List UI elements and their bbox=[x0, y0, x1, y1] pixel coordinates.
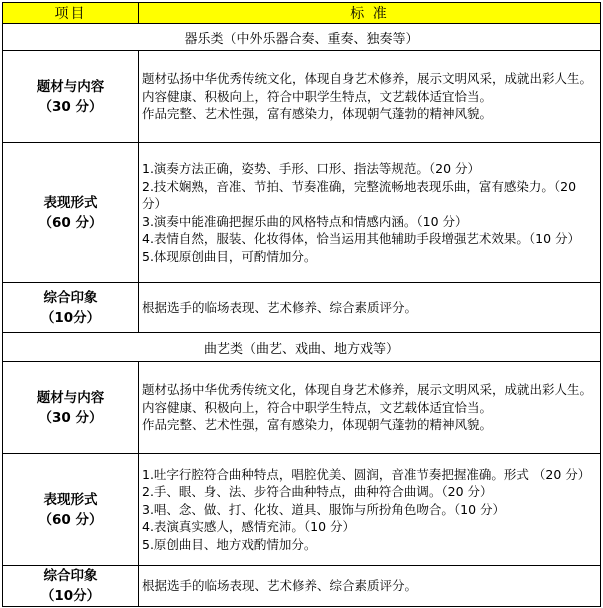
criteria-row bbox=[3, 362, 601, 454]
criteria-score: （30 分） bbox=[38, 98, 103, 115]
criteria-label-cell bbox=[3, 362, 139, 454]
header-item: 项目 bbox=[3, 3, 139, 24]
criteria-line: 4.表演真实感人，感情充沛。（10 分） bbox=[142, 519, 356, 535]
section-title: 曲艺类（曲艺、戏曲、地方戏等） bbox=[3, 333, 601, 362]
criteria-label: 综合印象 bbox=[43, 568, 98, 584]
criteria-label-cell bbox=[3, 143, 139, 283]
criteria-score: （10分） bbox=[40, 309, 101, 326]
criteria-line: 作品完整、艺术性强，富有感染力，体现朝气蓬勃的精神风貌。 bbox=[142, 106, 493, 122]
scoring-criteria-table bbox=[2, 2, 601, 607]
criteria-label: 题材与内容 bbox=[36, 78, 105, 95]
criteria-score: （30 分） bbox=[38, 409, 103, 426]
criteria-line: 题材弘扬中华优秀传统文化，体现自身艺术修养，展示文明风采，成就出彩人生。 bbox=[142, 71, 593, 87]
criteria-row bbox=[3, 283, 601, 333]
section-title: 器乐类（中外乐器合奏、重奏、独奏等） bbox=[3, 24, 601, 51]
criteria-line: 根据选手的临场表现、艺术修养、综合素质评分。 bbox=[142, 578, 418, 594]
criteria-score: （60 分） bbox=[38, 511, 103, 528]
criteria-content bbox=[139, 454, 601, 566]
criteria-score: （10分） bbox=[40, 588, 101, 604]
criteria-row bbox=[3, 143, 601, 283]
section-title-row bbox=[3, 24, 601, 51]
criteria-label: 表现形式 bbox=[43, 491, 98, 508]
criteria-row bbox=[3, 51, 601, 143]
criteria-label: 表现形式 bbox=[43, 194, 98, 211]
criteria-content bbox=[139, 566, 601, 607]
criteria-label: 题材与内容 bbox=[36, 389, 105, 406]
criteria-line: 1.吐字行腔符合曲种特点，唱腔优美、圆润，音准节奏把握准确。形式 （20 分） bbox=[142, 466, 591, 482]
criteria-line: 题材弘扬中华优秀传统文化，体现自身艺术修养，展示文明风采，成就出彩人生。 bbox=[142, 382, 593, 398]
criteria-line: 4.表情自然，服装、化妆得体，恰当运用其他辅助手段增强艺术效果。（10 分） bbox=[142, 231, 581, 246]
criteria-label-cell bbox=[3, 51, 139, 143]
criteria-line: 内容健康、积极向上，符合中职学生特点，文艺载体适宜恰当。 bbox=[142, 88, 493, 104]
criteria-line: 2.技术娴熟，音准、节拍、节奏准确，完整流畅地表现乐曲，富有感染力。（20 分） bbox=[142, 178, 577, 211]
criteria-content bbox=[139, 283, 601, 333]
header-standard: 标 准 bbox=[139, 3, 601, 24]
criteria-line: 3.唱、念、做、打、化妆、道具、服饰与所扮角色吻合。（10 分） bbox=[142, 501, 506, 517]
criteria-label-cell bbox=[3, 454, 139, 566]
criteria-row bbox=[3, 566, 601, 607]
criteria-content bbox=[139, 143, 601, 283]
criteria-content bbox=[139, 51, 601, 143]
criteria-row bbox=[3, 454, 601, 566]
criteria-label: 综合印象 bbox=[43, 289, 98, 306]
criteria-line: 作品完整、艺术性强，富有感染力，体现朝气蓬勃的精神风貌。 bbox=[142, 417, 493, 433]
criteria-line: 5.体现原创曲目，可酌情加分。 bbox=[142, 248, 317, 264]
criteria-label-cell bbox=[3, 566, 139, 607]
criteria-line: 3.演奏中能准确把握乐曲的风格特点和情感内涵。（10 分） bbox=[142, 213, 468, 229]
criteria-score: （60 分） bbox=[38, 214, 103, 231]
criteria-line: 1.演奏方法正确，姿势、手形、口形、指法等规范。（20 分） bbox=[142, 161, 481, 176]
criteria-label-cell bbox=[3, 283, 139, 333]
criteria-line: 内容健康、积极向上，符合中职学生特点，文艺载体适宜恰当。 bbox=[142, 399, 493, 415]
criteria-content bbox=[139, 362, 601, 454]
criteria-line: 2.手、眼、身、法、步符合曲种特点，曲种符合曲调。（20 分） bbox=[142, 484, 493, 500]
table-header-row bbox=[3, 3, 601, 24]
section-title-row bbox=[3, 333, 601, 362]
criteria-line: 根据选手的临场表现、艺术修养、综合素质评分。 bbox=[142, 299, 418, 315]
criteria-line: 5.原创曲目、地方戏酌情加分。 bbox=[142, 536, 317, 552]
